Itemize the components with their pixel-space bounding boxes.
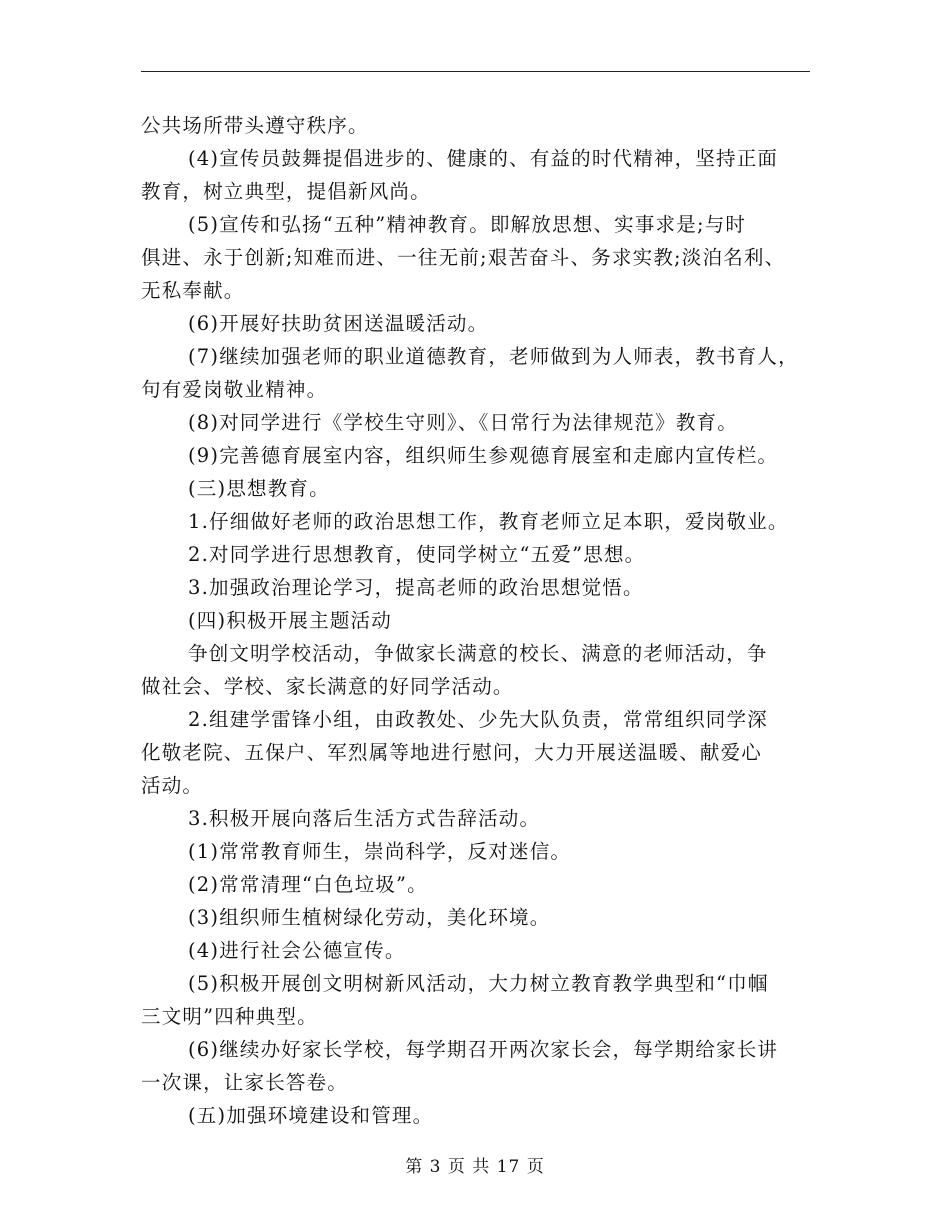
paragraph-line: 三文明”四种典型。 — [141, 1005, 318, 1028]
section-heading: (三)思想教育。 — [188, 477, 330, 500]
paragraph-line: 争创文明学校活动，争做家长满意的校长、满意的老师活动，争 — [188, 642, 768, 665]
paragraph-line: 活动。 — [141, 774, 204, 797]
paragraph-line: 句有爱岗敬业精神。 — [141, 378, 328, 401]
header-rule — [141, 71, 810, 72]
paragraph-line: (4)进行社会公德宣传。 — [188, 939, 406, 962]
paragraph-line: (2)常常清理“白色垃圾”。 — [188, 873, 428, 896]
section-heading: (五)加强环境建设和管理。 — [188, 1104, 434, 1127]
paragraph-line: (6)开展好扶助贫困送温暖活动。 — [188, 312, 489, 335]
paragraph-line: 俱进、永于创新;知难而进、一往无前;艰苦奋斗、务求实教;淡泊名利、 — [141, 246, 786, 269]
paragraph-line: 做社会、学校、家长满意的好同学活动。 — [141, 675, 514, 698]
paragraph-line: 一次课，让家长答卷。 — [141, 1071, 349, 1094]
paragraph-line: 无私奉献。 — [141, 279, 245, 302]
paragraph-line: (1)常常教育师生，崇尚科学，反对迷信。 — [188, 840, 572, 863]
paragraph-line: (7)继续加强老师的职业道德教育，老师做到为人师表，教书育人， — [188, 345, 799, 368]
page-number: 第 3 页 共 17 页 — [405, 1157, 545, 1177]
paragraph-line: 公共场所带头遵守秩序。 — [141, 114, 369, 137]
paragraph-line: 教育，树立典型，提倡新风尚。 — [141, 180, 431, 203]
paragraph-line: 3.加强政治理论学习，提高老师的政治思想觉悟。 — [188, 576, 644, 599]
paragraph-line: 2.对同学进行思想教育，使同学树立“五爱”思想。 — [188, 543, 646, 566]
paragraph-line: 化敬老院、五保户、军烈属等地进行慰问，大力开展送温暖、献爱心 — [141, 741, 763, 764]
paragraph-line: (4)宣传员鼓舞提倡进步的、健康的、有益的时代精神，坚持正面 — [188, 147, 779, 170]
paragraph-line: (9)完善德育展室内容，组织师生参观德育展室和走廊内宣传栏。 — [188, 444, 779, 467]
paragraph-line: (8)对同学进行《学校生守则》、《日常行为法律规范》教育。 — [188, 411, 738, 434]
paragraph-line: 1.仔细做好老师的政治思想工作，教育老师立足本职，爱岗敬业。 — [188, 510, 789, 533]
paragraph-line: (5)宣传和弘扬“五种”精神教育。即解放思想、实事求是;与时 — [188, 213, 747, 236]
paragraph-line: 2.组建学雷锋小组，由政教处、少先大队负责，常常组织同学深 — [188, 708, 768, 731]
paragraph-line: (5)积极开展创文明树新风活动，大力树立教育教学典型和“巾帼 — [188, 972, 769, 995]
section-heading: (四)积极开展主题活动 — [188, 609, 392, 632]
paragraph-line: 3.积极开展向落后生活方式告辞活动。 — [188, 807, 541, 830]
paragraph-line: (3)组织师生植树绿化劳动，美化环境。 — [188, 906, 551, 929]
paragraph-line: (6)继续办好家长学校，每学期召开两次家长会，每学期给家长讲 — [188, 1038, 779, 1061]
